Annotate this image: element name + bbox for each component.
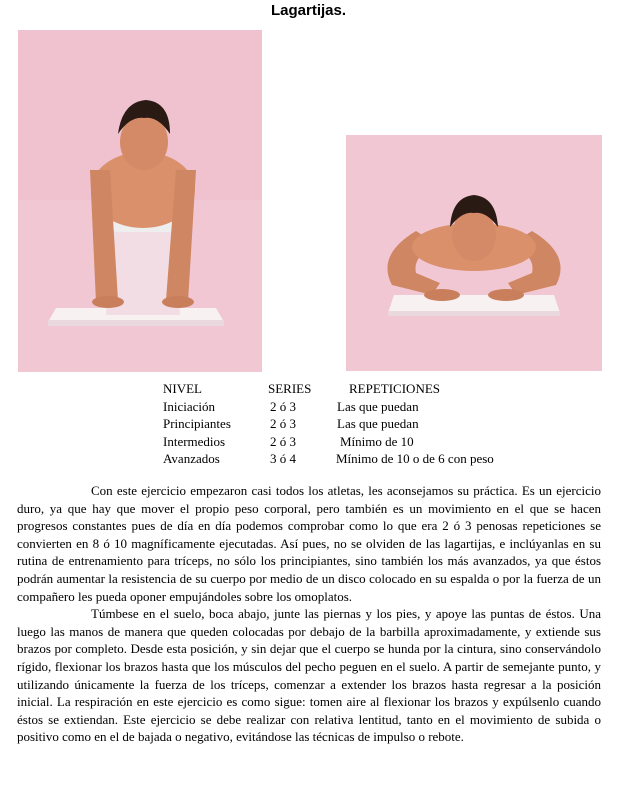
header-nivel: NIVEL	[163, 381, 202, 396]
cell-series: 2 ó 3	[270, 416, 296, 431]
cell-series: 2 ó 3	[270, 398, 296, 414]
body-text	[17, 482, 601, 746]
cell-series: 2 ó 3	[270, 433, 296, 449]
cell-repeticiones: Mínimo de 10	[340, 433, 414, 449]
cell-nivel: Principiantes	[163, 416, 231, 431]
paragraph: Con este ejercicio empezaron casi todos los atletas, les aconsejamos su práctica. Es un ejercicio duro, ya que hay que mover el propio peso corporal, pero también es un movimiento en el que se hacen progresos constantes pues de día en día podemos comprobar como lo que era 2 ó 3 penosas repeticiones se convierten en 8 ó 10 magníficamente ejecutadas. Así pues, no se olviden de las lagartijas, e inclúyanlas en su rutina de entrenamiento para tríceps, no sólo los principiantes, sino también los más avanzados, ya que éstos podrán aumentar la resistencia de su cuerpo por medio de un disco colocado en su espalda o por la fuerza de un compañero les pueda oponer empujándoles sobre los omoplatos.	[17, 483, 601, 604]
cell-nivel: Intermedios	[163, 433, 226, 449]
cell-nivel: Iniciación	[163, 398, 215, 414]
cell-nivel: Avanzados	[163, 451, 220, 466]
cell-repeticiones: Mínimo de 10 o de 6 con peso	[336, 451, 494, 466]
cell-repeticiones: Las que puedan	[337, 416, 419, 431]
cell-repeticiones: Las que puedan	[337, 398, 419, 414]
page-title: Lagartijas.	[270, 2, 347, 19]
cell-series: 3 ó 4	[270, 451, 296, 466]
pushup-start-photo	[18, 30, 262, 372]
pushup-down-photo	[346, 135, 602, 371]
header-repeticiones: REPETICIONES	[349, 381, 440, 396]
paragraph: Túmbese en el suelo, boca abajo, junte las piernas y los pies, y apoye las puntas de éstos. Una luego las manos de manera que queden colocadas por debajo de la barbilla aproximadamente, y extiende sus brazos por completo. Desde esta posición, y sin dejar que el cuerpo se hunda por la cintura, sino conservándolo rígido, flexionar los brazos hasta que los músculos del pecho peguen en el suelo. A partir de semejante punto, y utilizando únicamente la fuerza de los tríceps, comenzar a extender los brazos hasta regresar a la posición inicial. La respiración en este ejercicio es como sigue: tomen aire al flexionar los brazos y expúlsenlo cuando éstos se extiendan. Este ejercicio se debe realizar con relativa lentitud, tanto en el movimiento de subida o positivo como en el de bajada o negativo, evitándose las técnicas de impulso o rebote.	[17, 606, 601, 745]
header-series: SERIES	[268, 381, 312, 396]
